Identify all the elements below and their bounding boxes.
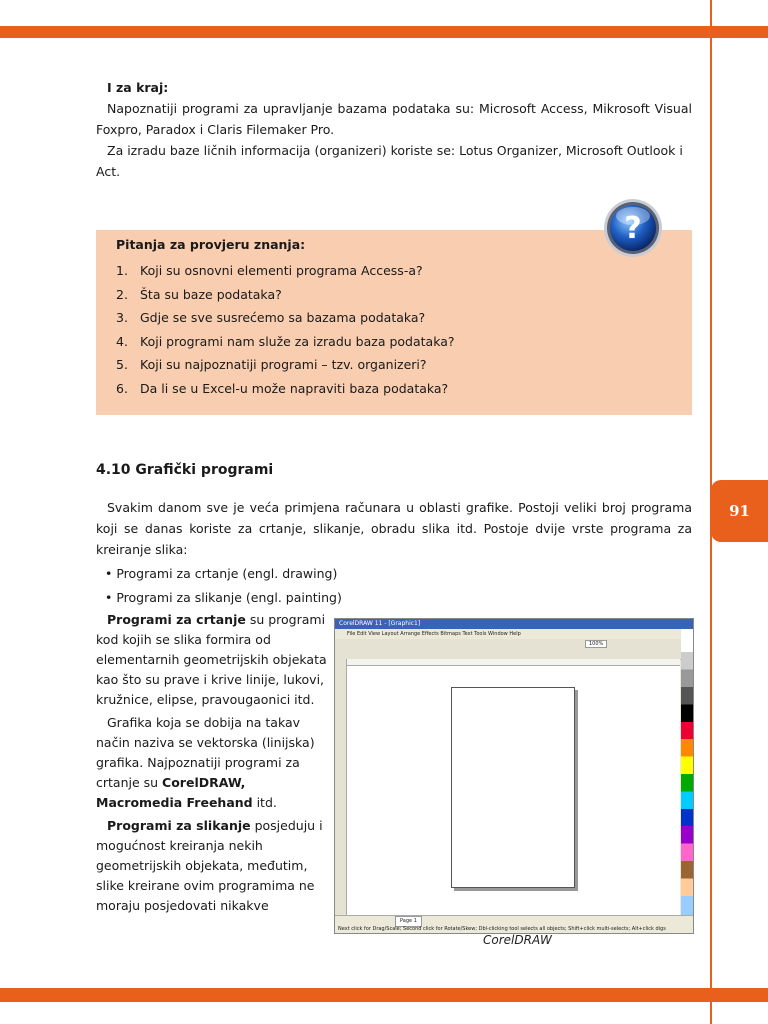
intro-paragraph-2: Za izradu baze ličnih informacija (organizeri) koriste se: Lotus Organizer, Microsoft Outlook i Act.: [96, 143, 683, 179]
quiz-item: [116, 283, 455, 307]
quiz-item-text: Koji su osnovni elementi programa Access-a?: [140, 263, 423, 278]
svg-text:?: ?: [624, 211, 642, 246]
menu-bar: File Edit View Layout Arrange Effects Bitmaps Text Tools Window Help: [347, 631, 521, 637]
column-paragraph-1: [96, 610, 332, 710]
color-palette: [681, 629, 693, 919]
section-paragraph: Svakim danom sve je veća primjena računara u oblasti grafike. Postoji veliki broj programa koji se danas koriste za crtanje, slikanje, obradu slika itd. Postoje dvije vrste programa za kreiranje slika:: [96, 500, 692, 557]
coreldraw-screenshot: [334, 618, 694, 934]
paragraph-text: posjeduju i mogućnost kreiranja nekih geometrijskih objekata, međutim, slike kreirane ovim programima ne moraju posjedovati nikakve: [96, 818, 323, 913]
quiz-item-text: Koji programi nam služe za izradu baza podataka?: [140, 333, 455, 349]
page-outline: [451, 687, 575, 888]
quiz-item: [116, 353, 455, 377]
quiz-item: [116, 259, 455, 283]
quiz-item: [116, 306, 455, 330]
bullet-item: • Programi za crtanje (engl. drawing): [105, 566, 338, 581]
quiz-item-text: Šta su baze podataka?: [140, 286, 282, 302]
quiz-item-number: 2.: [116, 286, 128, 302]
quiz-item: [116, 330, 455, 354]
status-text: Next click for Drag/Scale; Second click for Rotate/Skew; Dbl-clicking tool selects all objects; Shift+click multi-selects; Alt+click digs: [338, 926, 666, 932]
question-mark-icon: [603, 198, 663, 258]
bold-term: Programi za slikanje: [107, 818, 251, 833]
column-paragraph-2: [96, 713, 332, 813]
quiz-item-number: 5.: [116, 357, 128, 373]
paragraph-text: Grafika koja se dobija na takav način naziva se vektorska (linijska) grafika. Najpoznatiji programi za crtanje su: [96, 715, 315, 790]
section-heading: 4.10 Grafički programi: [96, 462, 274, 478]
intro-heading: I za kraj:: [107, 80, 169, 95]
bold-term: Programi za crtanje: [107, 612, 246, 627]
intro-block: [96, 77, 692, 182]
figure-caption: CorelDRAW: [483, 933, 552, 947]
zoom-field: 100%: [585, 640, 607, 648]
page-tab-label: Page 1: [395, 916, 422, 927]
quiz-item-text: Da li se u Excel-u može napraviti baza podataka?: [140, 380, 449, 396]
drawing-canvas: [347, 666, 680, 915]
bold-term: CorelDRAW, Macromedia Freehand: [96, 775, 253, 810]
column-paragraph-3: [96, 816, 332, 916]
paragraph-text: su programi kod kojih se slika formira od elementarnih geometrijskih objekata kao što su prave i krive linije, lukovi, kružnice, elipse, pravougaonici itd.: [96, 612, 327, 707]
quiz-item-text: Gdje se sve susrećemo sa bazama podataka?: [140, 310, 426, 326]
window-title: CorelDRAW 11 - [Graphic1]: [335, 619, 693, 629]
program-types-list: [105, 562, 342, 609]
status-bar: [335, 915, 693, 933]
bullet-item: • Programi za slikanje (engl. painting): [105, 589, 342, 605]
toolbox: [335, 659, 347, 915]
quiz-title: Pitanja za provjeru znanja:: [116, 237, 306, 252]
section-intro: [96, 497, 692, 560]
top-orange-bar: [0, 26, 768, 38]
quiz-item-number: 1.: [116, 263, 128, 278]
quiz-item: [116, 377, 455, 401]
quiz-list: [116, 259, 455, 401]
page-number: 91: [729, 502, 750, 520]
text-column: [96, 610, 332, 916]
page-number-tab: [711, 480, 768, 542]
intro-paragraph-1: Napoznatiji programi za upravljanje bazama podataka su: Microsoft Access, Mikrosoft Visual Foxpro, Paradox i Claris Filemaker Pro.: [96, 101, 692, 137]
quiz-item-number: 3.: [116, 310, 128, 326]
paragraph-text: itd.: [252, 795, 277, 810]
quiz-item-text: Koji su najpoznatiji programi – tzv. organizeri?: [140, 357, 427, 373]
quiz-item-number: 4.: [116, 333, 128, 349]
ruler: [347, 659, 680, 666]
quiz-item-number: 6.: [116, 380, 128, 396]
bottom-orange-bar: [0, 988, 768, 1002]
